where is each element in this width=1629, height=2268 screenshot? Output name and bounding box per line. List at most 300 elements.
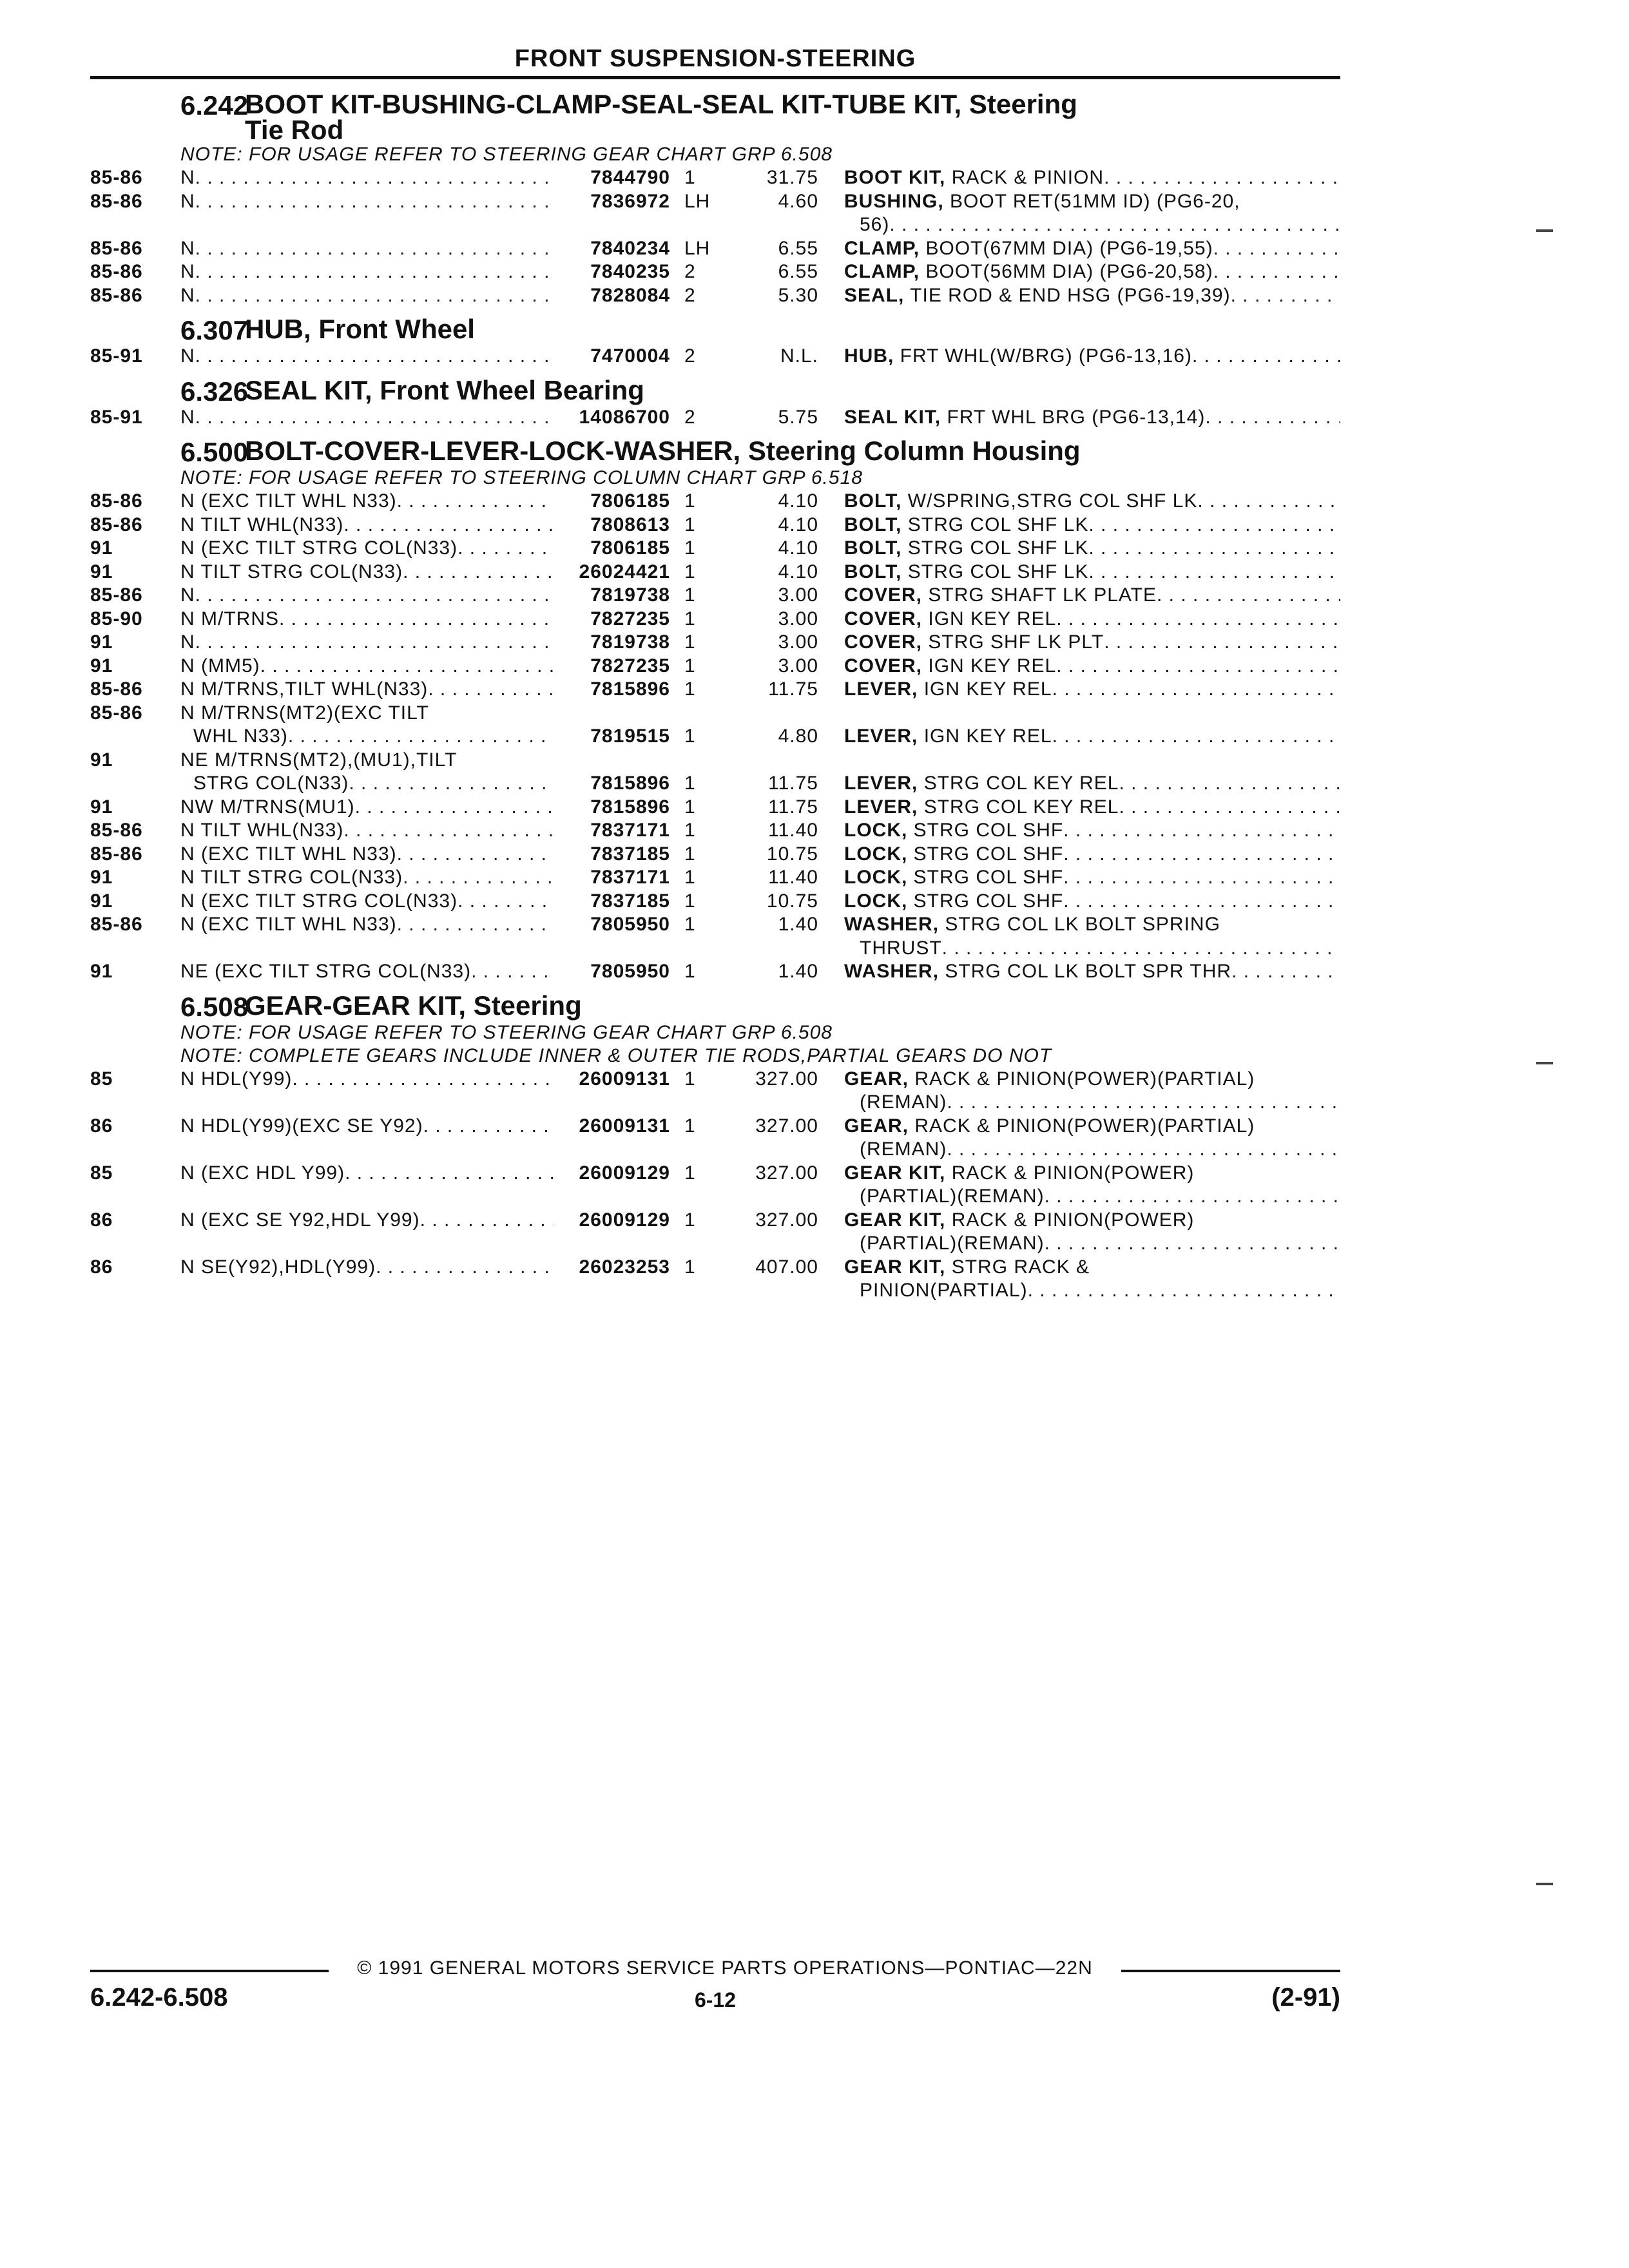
scan-mark bbox=[1536, 1062, 1553, 1064]
section-title bbox=[245, 374, 1340, 406]
description bbox=[818, 190, 1340, 237]
description bbox=[818, 655, 1340, 678]
usage-text-text: NW M/TRNS(MU1) bbox=[180, 796, 355, 818]
usage-text-text: N bbox=[180, 167, 195, 188]
leader-dots bbox=[1063, 890, 1340, 914]
usage-codes bbox=[180, 960, 554, 984]
description-line bbox=[844, 406, 1340, 430]
part-detail: STRG SHF LK PLT bbox=[928, 631, 1104, 653]
description-line bbox=[844, 890, 1340, 914]
quantity: 1 bbox=[684, 561, 696, 582]
description-continuation-text: THRUST bbox=[860, 937, 942, 959]
footer-rule-left bbox=[90, 1970, 329, 1972]
leader-dots bbox=[343, 819, 554, 843]
description bbox=[818, 725, 1340, 749]
price: 11.75 bbox=[768, 796, 818, 818]
description-line bbox=[844, 1068, 1340, 1091]
leader-dots bbox=[292, 1068, 554, 1091]
leader-dots bbox=[1192, 345, 1340, 369]
description-text bbox=[844, 190, 1240, 214]
description-line bbox=[844, 284, 1340, 308]
usage-codes bbox=[180, 702, 554, 749]
leader-dots bbox=[403, 561, 554, 584]
part-name: WASHER, bbox=[844, 914, 940, 935]
price: 4.10 bbox=[778, 537, 818, 559]
quantity: 2 bbox=[684, 261, 696, 282]
part-detail: RACK & PINION(POWER) bbox=[951, 1162, 1195, 1184]
leader-dots bbox=[1045, 1185, 1340, 1209]
model-years: 91 bbox=[90, 561, 113, 582]
usage-codes bbox=[180, 1209, 554, 1256]
part-number: 7836972 bbox=[590, 190, 670, 212]
model-years: 91 bbox=[90, 749, 113, 771]
usage-text bbox=[180, 960, 554, 984]
part-number: 7815896 bbox=[590, 678, 670, 700]
leader-dots bbox=[403, 866, 554, 890]
usage-note: NOTE: FOR USAGE REFER TO STEERING GEAR CHART GRP 6.508 bbox=[180, 144, 833, 165]
usage-codes bbox=[180, 514, 554, 537]
leader-dots bbox=[343, 514, 554, 537]
part-number: 7827235 bbox=[590, 608, 670, 629]
leader-dots bbox=[1104, 631, 1340, 655]
price: 4.60 bbox=[778, 190, 818, 212]
part-row bbox=[90, 260, 1340, 284]
description-text bbox=[844, 608, 1056, 631]
model-years: 85-86 bbox=[90, 237, 143, 259]
usage-note: NOTE: FOR USAGE REFER TO STEERING GEAR CHART GRP 6.508 bbox=[180, 1021, 833, 1043]
leader-dots bbox=[1056, 655, 1340, 678]
description-line bbox=[844, 1115, 1340, 1139]
description-line bbox=[844, 584, 1340, 608]
part-name: CLAMP, bbox=[844, 261, 920, 282]
leader-dots bbox=[942, 937, 1340, 961]
description bbox=[818, 561, 1340, 584]
description-text bbox=[844, 166, 1104, 190]
leader-dots bbox=[458, 890, 554, 914]
description bbox=[818, 1068, 1340, 1115]
description-line bbox=[844, 725, 1340, 749]
usage-text-text: N bbox=[180, 284, 195, 306]
part-name: COVER, bbox=[844, 608, 923, 629]
part-number: 26024421 bbox=[579, 561, 670, 582]
leader-dots bbox=[1088, 514, 1340, 537]
usage-text-text: N HDL(Y99)(EXC SE Y92) bbox=[180, 1115, 423, 1137]
part-number: 26009129 bbox=[579, 1162, 670, 1184]
leader-dots bbox=[1052, 725, 1340, 749]
part-row bbox=[90, 166, 1340, 190]
usage-text-text: N M/TRNS,TILT WHL(N33) bbox=[180, 678, 429, 700]
usage-text bbox=[180, 1256, 554, 1280]
leader-dots bbox=[1213, 260, 1340, 284]
part-row bbox=[90, 190, 1340, 237]
usage-text-text: STRG COL(N33) bbox=[193, 773, 349, 794]
usage-text bbox=[180, 772, 554, 796]
description bbox=[818, 166, 1340, 190]
quantity: 1 bbox=[684, 608, 696, 629]
description-continuation bbox=[844, 1279, 1340, 1303]
leader-dots bbox=[428, 678, 554, 702]
leader-dots bbox=[423, 1115, 554, 1139]
leader-dots bbox=[195, 345, 554, 369]
price: 11.75 bbox=[768, 773, 818, 794]
description bbox=[818, 514, 1340, 537]
parts-listing bbox=[90, 82, 1340, 1303]
description bbox=[818, 866, 1340, 890]
model-years: 85-91 bbox=[90, 406, 143, 428]
section-number: 6.508 bbox=[180, 991, 249, 1022]
part-row bbox=[90, 1209, 1340, 1256]
usage-text-text: N HDL(Y99) bbox=[180, 1068, 293, 1090]
part-detail: STRG COL SHF LK bbox=[907, 537, 1089, 559]
part-name: BOLT, bbox=[844, 514, 902, 535]
price: 3.00 bbox=[778, 608, 818, 629]
leader-dots bbox=[1063, 819, 1340, 843]
price: 5.30 bbox=[778, 284, 818, 306]
leader-dots bbox=[1028, 1279, 1340, 1303]
model-years: 85-86 bbox=[90, 584, 143, 606]
price: 3.00 bbox=[778, 584, 818, 606]
usage-text bbox=[180, 796, 554, 820]
price: 4.10 bbox=[778, 514, 818, 535]
leader-dots bbox=[1205, 406, 1340, 430]
usage-codes bbox=[180, 237, 554, 261]
quantity: 2 bbox=[684, 345, 696, 367]
leader-dots bbox=[397, 490, 554, 514]
usage-text bbox=[180, 166, 554, 190]
description-line bbox=[844, 490, 1340, 514]
description-line bbox=[844, 166, 1340, 190]
description bbox=[818, 406, 1340, 430]
part-number: 7806185 bbox=[590, 490, 670, 512]
model-years: 86 bbox=[90, 1209, 113, 1231]
leader-dots bbox=[397, 913, 554, 937]
quantity: 1 bbox=[684, 890, 696, 912]
part-name: COVER, bbox=[844, 631, 923, 653]
usage-codes bbox=[180, 490, 554, 514]
part-row bbox=[90, 284, 1340, 308]
part-row bbox=[90, 843, 1340, 867]
part-number: 7805950 bbox=[590, 914, 670, 935]
part-detail: BOOT RET(51MM ID) (PG6-20, bbox=[950, 190, 1240, 212]
usage-text-text: N bbox=[180, 261, 195, 282]
description bbox=[818, 284, 1340, 308]
usage-codes bbox=[180, 913, 554, 960]
part-detail: FRT WHL BRG (PG6-13,14) bbox=[947, 406, 1206, 428]
usage-codes bbox=[180, 345, 554, 369]
model-years: 91 bbox=[90, 867, 113, 888]
leader-dots bbox=[397, 843, 554, 867]
part-row bbox=[90, 678, 1340, 702]
part-number: 7815896 bbox=[590, 773, 670, 794]
description-line bbox=[844, 561, 1340, 584]
part-detail: RACK & PINION(POWER)(PARTIAL) bbox=[914, 1068, 1255, 1090]
usage-codes bbox=[180, 260, 554, 284]
description-line bbox=[844, 631, 1340, 655]
section-heading bbox=[90, 91, 1340, 143]
quantity: 1 bbox=[684, 655, 696, 677]
usage-codes bbox=[180, 284, 554, 308]
price: 11.40 bbox=[768, 820, 818, 841]
leader-dots bbox=[288, 725, 554, 749]
description-line bbox=[844, 655, 1340, 678]
description bbox=[818, 1209, 1340, 1256]
quantity: 1 bbox=[684, 773, 696, 794]
description-line bbox=[844, 1162, 1340, 1186]
model-years: 91 bbox=[90, 961, 113, 982]
section-title-line: BOLT-COVER-LEVER-LOCK-WASHER, Steering Column Housing bbox=[245, 436, 1081, 466]
usage-text bbox=[180, 1115, 554, 1139]
usage-text bbox=[180, 655, 554, 678]
usage-codes bbox=[180, 190, 554, 237]
part-name: LEVER, bbox=[844, 773, 918, 794]
description-continuation-text: 56) bbox=[860, 214, 890, 235]
usage-text-text: N (EXC TILT STRG COL(N33) bbox=[180, 890, 458, 912]
description bbox=[818, 772, 1340, 796]
part-name: COVER, bbox=[844, 584, 923, 606]
model-years: 85-86 bbox=[90, 284, 143, 306]
description-text bbox=[844, 490, 1197, 514]
description-continuation bbox=[844, 1185, 1340, 1209]
part-row bbox=[90, 913, 1340, 960]
section-number: 6.500 bbox=[180, 437, 249, 467]
part-name: LEVER, bbox=[844, 678, 918, 700]
usage-text-text: N (EXC SE Y92,HDL Y99) bbox=[180, 1209, 420, 1231]
description-text bbox=[844, 1068, 1255, 1091]
price: 327.00 bbox=[755, 1162, 818, 1184]
part-row bbox=[90, 655, 1340, 678]
usage-text bbox=[180, 866, 554, 890]
part-row bbox=[90, 537, 1340, 561]
leader-dots bbox=[1104, 166, 1340, 190]
usage-text-text: N TILT STRG COL(N33) bbox=[180, 561, 403, 582]
usage-codes bbox=[180, 561, 554, 584]
price: 327.00 bbox=[755, 1068, 818, 1090]
part-name: LOCK, bbox=[844, 843, 908, 865]
description-line bbox=[844, 796, 1340, 820]
description-line bbox=[844, 960, 1340, 984]
model-years: 91 bbox=[90, 655, 113, 677]
description bbox=[818, 631, 1340, 655]
section-title-line: SEAL KIT, Front Wheel Bearing bbox=[245, 374, 644, 405]
usage-codes bbox=[180, 890, 554, 914]
quantity: 1 bbox=[684, 914, 696, 935]
price: 6.55 bbox=[778, 237, 818, 259]
usage-text bbox=[180, 537, 554, 561]
description-text bbox=[844, 584, 1157, 608]
header-rule bbox=[90, 76, 1340, 79]
model-years: 85-86 bbox=[90, 843, 143, 865]
part-number: 7815896 bbox=[590, 796, 670, 818]
part-name: LOCK, bbox=[844, 890, 908, 912]
part-name: SEAL, bbox=[844, 284, 905, 306]
part-number: 7844790 bbox=[590, 167, 670, 188]
part-name: GEAR KIT, bbox=[844, 1209, 946, 1231]
leader-dots bbox=[195, 166, 554, 190]
part-detail: STRG COL KEY REL bbox=[923, 773, 1119, 794]
leader-dots bbox=[1157, 584, 1340, 608]
usage-text bbox=[180, 1162, 554, 1186]
part-row bbox=[90, 866, 1340, 890]
description bbox=[818, 913, 1340, 960]
part-number: 7819738 bbox=[590, 584, 670, 606]
quantity: 1 bbox=[684, 843, 696, 865]
quantity: 1 bbox=[684, 1256, 696, 1278]
description-line bbox=[844, 819, 1340, 843]
section-heading bbox=[90, 374, 1340, 407]
part-name: COVER, bbox=[844, 655, 923, 677]
usage-text bbox=[180, 237, 554, 261]
leader-dots bbox=[1052, 678, 1340, 702]
part-name: CLAMP, bbox=[844, 237, 920, 259]
section-number: 6.326 bbox=[180, 376, 249, 407]
footer-group-range: 6.242-6.508 bbox=[90, 1983, 228, 2012]
description-line bbox=[844, 608, 1340, 631]
description-text bbox=[844, 345, 1192, 369]
quantity: 1 bbox=[684, 820, 696, 841]
usage-text bbox=[180, 345, 554, 369]
usage-text bbox=[180, 561, 554, 584]
usage-text bbox=[180, 260, 554, 284]
usage-text-text: N bbox=[180, 406, 195, 428]
leader-dots bbox=[1045, 1232, 1340, 1256]
price: 327.00 bbox=[755, 1209, 818, 1231]
price: 3.00 bbox=[778, 631, 818, 653]
description bbox=[818, 345, 1340, 369]
quantity: 2 bbox=[684, 284, 696, 306]
model-years: 85-86 bbox=[90, 702, 143, 724]
part-detail: TIE ROD & END HSG (PG6-19,39) bbox=[910, 284, 1231, 306]
description-text bbox=[844, 631, 1104, 655]
scan-mark bbox=[1536, 1883, 1553, 1885]
part-name: WASHER, bbox=[844, 961, 940, 982]
usage-text bbox=[180, 678, 554, 702]
usage-text-text: NE (EXC TILT STRG COL(N33) bbox=[180, 961, 472, 982]
leader-dots bbox=[947, 1091, 1340, 1115]
price: 1.40 bbox=[778, 961, 818, 982]
part-detail: STRG COL LK BOLT SPR THR bbox=[945, 961, 1232, 982]
quantity: 1 bbox=[684, 490, 696, 512]
leader-dots bbox=[195, 237, 554, 261]
price: 4.80 bbox=[778, 726, 818, 747]
usage-text bbox=[180, 490, 554, 514]
section-number: 6.307 bbox=[180, 315, 249, 345]
part-number: 7806185 bbox=[590, 537, 670, 559]
part-row bbox=[90, 1068, 1340, 1115]
quantity: 2 bbox=[684, 406, 696, 428]
footer-copyright: © 1991 GENERAL MOTORS SERVICE PARTS OPERATIONS—PONTIAC—22N bbox=[357, 1957, 1093, 1979]
part-name: LEVER, bbox=[844, 726, 918, 747]
part-detail: STRG SHAFT LK PLATE bbox=[928, 584, 1157, 606]
section-number: 6.242 bbox=[180, 90, 249, 120]
leader-dots bbox=[195, 190, 554, 214]
leader-dots bbox=[345, 1162, 554, 1186]
description-text bbox=[844, 866, 1063, 890]
description bbox=[818, 537, 1340, 561]
part-detail: RACK & PINION(POWER)(PARTIAL) bbox=[914, 1115, 1255, 1137]
usage-text-text: N TILT WHL(N33) bbox=[180, 514, 344, 535]
quantity: 1 bbox=[684, 584, 696, 606]
description-line bbox=[844, 537, 1340, 561]
leader-dots bbox=[1088, 561, 1340, 584]
usage-text-text: N bbox=[180, 345, 195, 367]
part-detail: STRG COL SHF LK bbox=[907, 514, 1089, 535]
part-number: 7827235 bbox=[590, 655, 670, 677]
price: 11.40 bbox=[768, 867, 818, 888]
description-continuation bbox=[844, 213, 1340, 237]
model-years: 85-86 bbox=[90, 167, 143, 188]
part-name: BOLT, bbox=[844, 561, 902, 582]
page-header-title: FRONT SUSPENSION-STEERING bbox=[514, 45, 916, 72]
model-years: 86 bbox=[90, 1115, 113, 1137]
part-name: BOLT, bbox=[844, 490, 902, 512]
description-continuation bbox=[844, 1138, 1340, 1162]
section-heading bbox=[90, 438, 1340, 466]
quantity: 1 bbox=[684, 726, 696, 747]
part-detail: RACK & PINION bbox=[951, 167, 1104, 188]
part-detail: IGN KEY REL bbox=[928, 608, 1057, 629]
description-continuation bbox=[844, 937, 1340, 961]
part-row bbox=[90, 584, 1340, 608]
section-title-line: GEAR-GEAR KIT, Steering bbox=[245, 990, 582, 1021]
part-row bbox=[90, 1162, 1340, 1209]
usage-text bbox=[180, 514, 554, 537]
part-detail: STRG COL SHF LK bbox=[907, 561, 1089, 582]
description-text bbox=[844, 913, 1220, 937]
part-detail: STRG COL SHF bbox=[913, 867, 1064, 888]
usage-codes bbox=[180, 678, 554, 702]
part-number: 7819738 bbox=[590, 631, 670, 653]
description-continuation-text: (REMAN) bbox=[860, 1139, 947, 1160]
description-continuation-text: PINION(PARTIAL) bbox=[860, 1280, 1028, 1301]
description-line bbox=[844, 866, 1340, 890]
price: 407.00 bbox=[755, 1256, 818, 1278]
quantity: 1 bbox=[684, 961, 696, 982]
part-row bbox=[90, 702, 1340, 749]
usage-text-text: N bbox=[180, 237, 195, 259]
leader-dots bbox=[947, 1138, 1340, 1162]
description bbox=[818, 843, 1340, 867]
description bbox=[818, 237, 1340, 261]
leader-dots bbox=[471, 960, 554, 984]
section-title-line: HUB, Front Wheel bbox=[245, 314, 475, 344]
leader-dots bbox=[1231, 284, 1340, 308]
description-text bbox=[844, 1162, 1194, 1186]
description-text bbox=[844, 796, 1119, 820]
section-title-line: BOOT KIT-BUSHING-CLAMP-SEAL-SEAL KIT-TUBE KIT, Steering bbox=[245, 89, 1077, 119]
part-number: 7837185 bbox=[590, 843, 670, 865]
usage-text bbox=[180, 631, 554, 655]
part-row bbox=[90, 749, 1340, 796]
price: 4.10 bbox=[778, 490, 818, 512]
part-number: 7837171 bbox=[590, 867, 670, 888]
usage-codes bbox=[180, 166, 554, 190]
usage-text-text: N TILT WHL(N33) bbox=[180, 820, 344, 841]
description-text bbox=[844, 772, 1119, 796]
quantity: 1 bbox=[684, 537, 696, 559]
part-detail: STRG COL SHF bbox=[913, 820, 1064, 841]
part-name: GEAR KIT, bbox=[844, 1162, 946, 1184]
usage-codes bbox=[180, 608, 554, 631]
usage-text-text: N (EXC TILT WHL N33) bbox=[180, 914, 397, 935]
description-line bbox=[844, 843, 1340, 867]
part-detail: RACK & PINION(POWER) bbox=[951, 1209, 1195, 1231]
usage-text-text: N (EXC HDL Y99) bbox=[180, 1162, 345, 1184]
price: 10.75 bbox=[766, 890, 818, 912]
description-text bbox=[844, 819, 1063, 843]
footer-rule-right bbox=[1121, 1970, 1340, 1972]
leader-dots bbox=[195, 284, 554, 308]
description bbox=[818, 678, 1340, 702]
